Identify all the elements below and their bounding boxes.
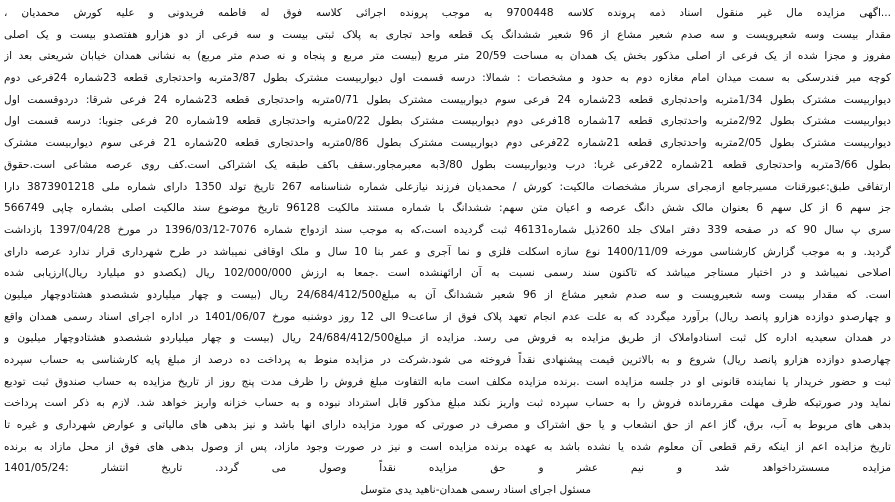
notice-line-6: دیواربیست مشترک بطول 2/92متربه واحدتجاری قطعه 17شماره 18فرعی دوم دیواربیست مشترک بطول 0/22متربه واحدتجاری قطعه 19شماره 20 فرعی جنوبا: درسه قسمت اول	[4, 115, 891, 128]
notice-line-18: ثبت و حضور خریدار یا نماینده قانونی او در جلسه مزایده است .برنده مزایده مکلف است مابه التفاوت مبلغ فروش را ظرف مدت پنج روز از تاریخ مزایده به حساب صندوق ثبت تودیع	[4, 375, 891, 388]
notice-line-22: مزایده مسسترداخواهد شد و نیم عشر و حق مزایده نقداً وصول می گردد. تاریخ انتشار :1401/05/24	[4, 462, 891, 475]
notice-line-19: نماید ودر صورتیکه ظرف مهلت مقررمانده فروش را به حساب سپرده ثبت واریز نکند مبلغ مذکور قابل استرداد نبوده و به حساب خزانه واریز خواهد شد. لازم به ذکر است پرداخت	[4, 397, 891, 410]
notice-line-21: تاریخ مزایده اعم از اینکه رقم قطعی آن معلوم شده یا نشده باشد به عهده برنده مزایده است و نیز در صورت وجود مازاد، پس از وصول بدهی های فوق از محل مازاد به برنده	[4, 440, 891, 453]
notice-line-13: اصلاحی نمیباشد و در اختیار مستاجر میباشد که تاکنون سند رسمی نسبت به آن ارائهنشده است .جمعا به ارزش 102/000/000 ریال (یکصدو دو میلیارد ریال)ارزیابی شده	[4, 267, 891, 280]
notice-line-8: بطول 3/66متربه واحدتجاری قطعه 21شماره 22فرعی غربا: درب ودیواربیست بطول 3/80به معبرمجاور.سقف باکف طبقه یک اشتراکی است.کف روی عرصه مشاعی است.حقوق	[4, 158, 891, 171]
notice-line-12: گردید. و به موجب گزارش کارشناسی مورخه 1400/11/09 نوع سازه اسکلت فلزی و نما آجری و عمر بنا 10 سال و ملک اوقافی نمیباشد در طرح شهرداری قرار ندارد عرصه دارای	[4, 245, 891, 258]
notice-line-16: در همدان سعیدیه اداره کل ثبت اسنادواملاک از طریق مزایده به فروش می رسد. مزایده از مبلغ24/684/412/500 ریال (بیست و چهار میلیاردو ششصدو هشتادوچهار میلیون و	[4, 332, 891, 345]
notice-line-9: ارتفاقی طبق:عبورقنات مسیرجامع ازمجرای سرباز مشخصات مالکیت: کورش / محمدیان فرزند نیازعلی شماره شناسنامه 267 تاریخ تولد 1350 دارای شماره ملی 3873901218 دارا	[4, 180, 891, 193]
notice-line-7: دیواربیست مشترک بطول 2/05متربه واحدتجاری قطعه 21شماره 22فرعی دوم دیواربیست مشترک بطول 0/86متربه واحدتجاری قطعه 20شماره 21 فرعی سوم دیواربیست مشترک	[4, 137, 891, 150]
notice-line-1: ...اگهی مزایده مال غیر منقول اسناد ذمه پرونده کلاسه 9700448 به موجب پرونده اجرائی کلاسه فوق له فاطمه فریدونی و علیه کورش محمدیان ،	[4, 7, 891, 19]
notice-line-2: مقدار بیست وسه شعیرویست و سه صدم شعیر مشاع از 96 شعیر ششدانگ یک قطعه واحد تجاری به پلاک ثبتی بیست و سه فرعی از دو هزارو هفتصدو بیست و یک اصلی	[4, 28, 891, 41]
notice-signature: مسئول اجرای اسناد رسمی همدان-ناهید یدی متوسل	[360, 484, 591, 497]
notice-line-15: و چهارصدو دوازده هزارو پانصد ریال) برآورد میگردد که به علت عدم انجام تعهد پلاک فوق از ساعت9 الی 12 روز دوشنبه مورخ 1401/06/07 در اداره اجرای اسناد رسمی همدان واقع	[4, 310, 891, 323]
notice-line-14: است. که مقدار بیست وسه شعیرویست و سه صدم شعیر مشاع از 96 شعیر ششدانگ آن به مبلغ24/684/412/500 ریال (بیست و چهار میلیاردو ششصدو هشتادوچهار میلیون	[4, 288, 891, 301]
notice-line-3: مفروز و مجزا شده از یک فرعی از اصلی مذکور بخش یک همدان به مساحت 20/59 متر مربع (بیست متر مربع و پنجاه و نه صدم متر مربع) به نشانی همدان خیابان شریعتی بعد از	[4, 50, 891, 63]
notice-line-20: بدهی های مربوط به آب، برق، گاز اعم از حق انشعاب و یا حق اشتراک و مصرف در صورتی که مورد مزایده دارای انها باشد و نیز بدهی های مالیاتی و عوارض شهرداری و غیره تا	[4, 419, 891, 432]
notice-line-4: کوچه میر فندرسکی به سمت میدان امام مغازه دوم به حدود و مشخصات : شمالا: درسه قسمت اول دیواربیست مشترک بطول 3/87متربه واحدتجاری قطعه 23شماره 24فرعی دوم	[4, 72, 891, 85]
notice-line-17: چهارصدو دوازده هزارو پانصد ریال) شروع و به بالاترین قیمت پیشنهادی نقداً فروخته می شود.شرکت در مزایده منوط به پرداخت ده درصد از مبلغ پایه کارشناسی به حساب سپرده	[4, 354, 891, 366]
notice-line-10: جز سهم 6 از کل سهم 6 بعنوان مالک شش دانگ عرصه و اعیان متن سهم: ششدانگ با شماره مستند مالکیت 96128 تاریخ موضوع سند مالکیت اصلی بشماره چاپی 566749	[4, 202, 891, 215]
notice-line-5: دیواربیست مشترک بطول 1/34متربه واحدتجاری قطعه 23شماره 24 فرعی سوم دیواربیست مشترک بطول 0/71متربه واحدتجاری قطعه 23شماره 24 فرعی شرقا: دردوقسمت اول	[4, 93, 891, 106]
notice-line-11: سری پ سال 90 که در صفحه 339 دفتر املاک جلد 260ذیل شماره46131 ثبت گردیده است،که به موجب سند ازدواج شماره 7076-1396/03/12 در مورخ 1397/04/28 بازداشت	[4, 223, 891, 236]
